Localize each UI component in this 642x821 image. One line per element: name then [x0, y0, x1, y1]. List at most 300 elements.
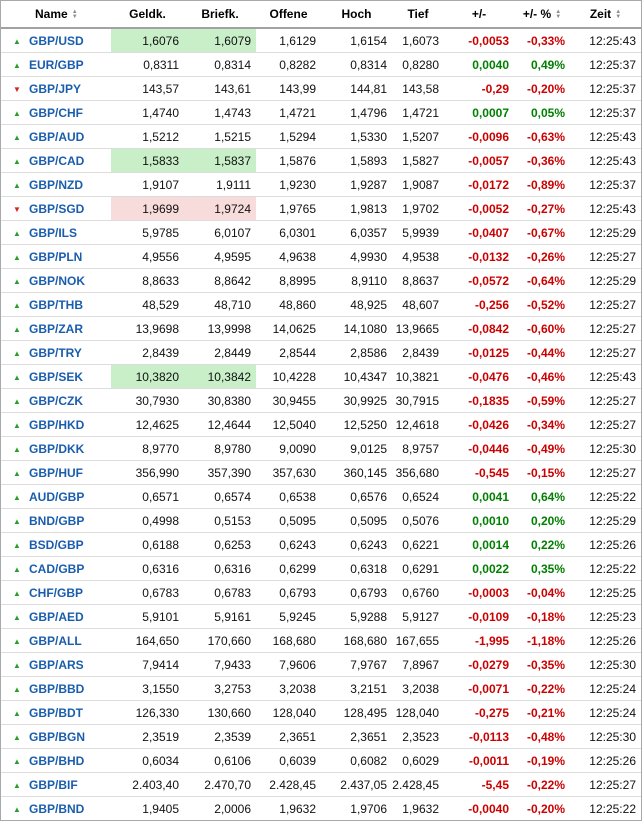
table-row: [1, 557, 641, 581]
ask-cell: 1,4743: [184, 101, 256, 125]
time-cell: 12:25:27: [570, 413, 641, 437]
change-pct-cell: 0,05%: [514, 101, 570, 125]
time-cell: 12:25:27: [570, 293, 641, 317]
low-cell: 8,9757: [392, 437, 444, 461]
open-cell: 7,9606: [256, 653, 321, 677]
table-row: [1, 797, 641, 821]
bid-cell: 356,990: [111, 461, 184, 485]
low-cell: 8,8637: [392, 269, 444, 293]
ask-cell: 0,6783: [184, 581, 256, 605]
high-cell: 2,8586: [321, 341, 392, 365]
change-pct-cell: -0,52%: [514, 293, 570, 317]
pair-link[interactable]: AUD/GBP: [29, 489, 85, 504]
change-cell: -0,0132: [444, 245, 514, 269]
pair-cell: [1, 245, 111, 269]
low-cell: 3,2038: [392, 677, 444, 701]
pair-cell: [1, 28, 111, 53]
change-cell: -0,0096: [444, 125, 514, 149]
ask-cell: 0,6316: [184, 557, 256, 581]
forex-rates-table: [1, 1, 641, 820]
change-cell: -0,0572: [444, 269, 514, 293]
trend-up-icon: ▲: [13, 36, 21, 46]
time-cell: 12:25:26: [570, 629, 641, 653]
change-cell: -0,0011: [444, 749, 514, 773]
pair-link[interactable]: GBP/CAD: [29, 153, 85, 168]
pair-link[interactable]: GBP/PLN: [29, 249, 83, 264]
time-cell: 12:25:27: [570, 389, 641, 413]
bid-cell: 0,6034: [111, 749, 184, 773]
pair-link[interactable]: GBP/TRY: [29, 345, 82, 360]
pair-link[interactable]: GBP/BDT: [29, 705, 83, 720]
open-cell: 12,5040: [256, 413, 321, 437]
bid-cell: 126,330: [111, 701, 184, 725]
pair-cell: [1, 701, 111, 725]
trend-up-icon: ▲: [13, 348, 21, 358]
open-cell: 0,6299: [256, 557, 321, 581]
column-header-change-pct[interactable]: [514, 1, 570, 28]
time-cell: 12:25:43: [570, 149, 641, 173]
bid-cell: 164,650: [111, 629, 184, 653]
open-cell: 1,9230: [256, 173, 321, 197]
high-cell: 0,6793: [321, 581, 392, 605]
column-header-zeit-label: Zeit: [589, 7, 612, 21]
change-cell: -0,0040: [468, 801, 509, 816]
time-cell: 12:25:26: [570, 749, 641, 773]
ask-cell: 0,6106: [184, 749, 256, 773]
time-cell: 12:25:23: [570, 605, 641, 629]
bid-cell: 0,6316: [111, 557, 184, 581]
pair-link[interactable]: GBP/SEK: [29, 369, 84, 384]
change-cell: -0,0113: [444, 725, 514, 749]
bid-cell: 4,9556: [111, 245, 184, 269]
high-cell: 0,6082: [321, 749, 392, 773]
change-pct-cell: 0,20%: [514, 509, 570, 533]
column-header-name[interactable]: [1, 1, 111, 28]
pair-link[interactable]: GBP/THB: [29, 297, 83, 312]
change-pct-cell: -0,26%: [514, 245, 570, 269]
trend-up-icon: ▲: [13, 156, 21, 166]
high-cell: 1,4796: [321, 101, 392, 125]
pair-link[interactable]: GBP/CHF: [29, 105, 83, 120]
column-header-offene: Offene: [256, 1, 321, 28]
change-cell: -0,29: [444, 77, 514, 101]
open-cell: 0,6538: [256, 485, 321, 509]
ask-cell: 0,8314: [184, 53, 256, 77]
time-cell: 12:25:30: [570, 725, 641, 749]
open-cell: 128,040: [256, 701, 321, 725]
change-pct-cell: -0,19%: [514, 749, 570, 773]
ask-cell: 0,6574: [184, 485, 256, 509]
time-cell: 12:25:37: [570, 77, 641, 101]
pair-link[interactable]: GBP/ARS: [29, 657, 84, 672]
ask-cell: 170,660: [184, 629, 256, 653]
table-row: [1, 125, 641, 149]
pair-link[interactable]: GBP/ILS: [29, 225, 78, 240]
column-header-tief: Tief: [392, 1, 444, 28]
table-row: [1, 725, 641, 749]
open-cell: 0,5095: [256, 509, 321, 533]
column-header-name-label: Name: [35, 7, 68, 21]
change-pct-cell: -0,35%: [514, 653, 570, 677]
open-cell: 10,4228: [256, 365, 321, 389]
trend-up-icon: ▲: [13, 732, 21, 742]
pair-link[interactable]: GBP/AED: [29, 609, 84, 624]
time-cell: 12:25:27: [570, 461, 641, 485]
low-cell: 128,040: [392, 701, 444, 725]
table-row: [1, 197, 641, 221]
trend-up-icon: ▲: [13, 588, 21, 598]
pair-link[interactable]: GBP/BIF: [29, 777, 78, 792]
pair-cell: [1, 341, 111, 365]
open-cell: 1,5876: [256, 149, 321, 173]
table-row: [1, 317, 641, 341]
low-cell: 5,9939: [392, 221, 444, 245]
pair-cell: [1, 365, 111, 389]
change-pct-cell: -0,49%: [514, 437, 570, 461]
open-cell: 1,6129: [256, 28, 321, 53]
change-cell: -0,0172: [444, 173, 514, 197]
time-cell: 12:25:43: [570, 28, 641, 53]
bid-cell: 0,6783: [111, 581, 184, 605]
change-cell: -0,0842: [444, 317, 514, 341]
high-cell: 0,5095: [321, 509, 392, 533]
bid-cell: 3,1550: [111, 677, 184, 701]
high-cell: 5,9288: [321, 605, 392, 629]
open-cell: 3,2038: [256, 677, 321, 701]
change-pct-cell: -0,20%: [526, 801, 565, 816]
bid-cell: 2,8439: [111, 341, 184, 365]
open-cell: 8,8995: [256, 269, 321, 293]
table-row: [1, 269, 641, 293]
open-cell: 48,860: [256, 293, 321, 317]
time-cell: 12:25:30: [570, 653, 641, 677]
open-cell: 14,0625: [256, 317, 321, 341]
time-cell: 12:25:43: [570, 365, 641, 389]
sort-icon: ▲ ▼: [555, 8, 562, 20]
change-pct-cell: -0,22%: [514, 677, 570, 701]
table-row: [1, 461, 641, 485]
trend-up-icon: ▲: [13, 660, 21, 670]
time-cell: 12:25:27: [570, 773, 641, 797]
bid-cell: 1,6076: [111, 28, 184, 53]
pair-link[interactable]: GBP/JPY: [29, 81, 82, 96]
time-cell: 12:25:29: [570, 221, 641, 245]
sort-icon: ▲ ▼: [71, 8, 78, 20]
pair-link[interactable]: GBP/HKD: [29, 417, 85, 432]
trend-up-icon: ▲: [13, 420, 21, 430]
change-cell: 0,0041: [444, 485, 514, 509]
high-cell: 10,4347: [321, 365, 392, 389]
bid-cell: 0,6188: [111, 533, 184, 557]
column-header-change: +/-: [444, 1, 514, 28]
table-row: [1, 509, 641, 533]
column-header-geldk: Geldk.: [111, 1, 184, 28]
bid-cell: 0,4998: [111, 509, 184, 533]
change-pct-cell: -0,46%: [514, 365, 570, 389]
time-cell: 12:25:43: [570, 197, 641, 221]
pair-cell: [1, 581, 111, 605]
ask-cell: 2.470,70: [184, 773, 256, 797]
pair-cell: [1, 677, 111, 701]
pair-cell: [1, 509, 111, 533]
pair-link[interactable]: GBP/ALL: [29, 633, 82, 648]
high-cell: 0,6318: [321, 557, 392, 581]
change-cell: 0,0040: [444, 53, 514, 77]
pair-link[interactable]: GBP/BBD: [29, 681, 85, 696]
bid-cell: 1,9107: [111, 173, 184, 197]
change-cell: -0,1835: [444, 389, 514, 413]
low-cell: 0,6760: [392, 581, 444, 605]
high-cell: 1,9287: [321, 173, 392, 197]
pair-cell: [1, 317, 111, 341]
ask-cell: 143,61: [184, 77, 256, 101]
high-cell: 8,9110: [321, 269, 392, 293]
low-cell: 7,8967: [392, 653, 444, 677]
change-cell: -0,0476: [444, 365, 514, 389]
bid-cell: 5,9785: [111, 221, 184, 245]
change-cell: -1,995: [444, 629, 514, 653]
pair-link[interactable]: GBP/BHD: [29, 753, 85, 768]
trend-up-icon: ▲: [13, 324, 21, 334]
pair-link[interactable]: GBP/DKK: [29, 441, 85, 456]
high-cell: 360,145: [321, 461, 392, 485]
change-pct-cell: -0,60%: [514, 317, 570, 341]
table-row: [1, 149, 641, 173]
pair-cell: [1, 197, 111, 221]
ask-cell: 2,8449: [184, 341, 256, 365]
change-cell: -0,0125: [444, 341, 514, 365]
low-cell: 13,9665: [392, 317, 444, 341]
pair-link[interactable]: GBP/NZD: [29, 177, 83, 192]
high-cell: 0,6243: [321, 533, 392, 557]
table-row: [1, 389, 641, 413]
change-pct-cell: -0,89%: [514, 173, 570, 197]
ask-cell: 1,5837: [184, 149, 256, 173]
trend-up-icon: ▲: [13, 708, 21, 718]
pair-cell: [1, 437, 111, 461]
pair-cell: [1, 485, 111, 509]
open-cell: 1,9765: [256, 197, 321, 221]
change-cell: 0,0022: [444, 557, 514, 581]
change-pct-cell: -0,33%: [514, 28, 570, 53]
table-row: [1, 437, 641, 461]
low-cell: 0,6221: [392, 533, 444, 557]
pair-link[interactable]: GBP/ZAR: [29, 321, 83, 336]
column-header-briefk: Briefk.: [184, 1, 256, 28]
pair-cell: [1, 653, 111, 677]
table-row: [1, 773, 641, 797]
high-cell: 12,5250: [321, 413, 392, 437]
open-cell: 2,3651: [256, 725, 321, 749]
pair-link[interactable]: BSD/GBP: [29, 537, 84, 552]
open-cell: 2.428,45: [256, 773, 321, 797]
time-cell: 12:25:37: [570, 173, 641, 197]
time-cell: 12:25:29: [570, 269, 641, 293]
table-row: [1, 749, 641, 773]
change-cell: -0,0003: [444, 581, 514, 605]
open-cell: 0,8282: [256, 53, 321, 77]
pair-cell: [1, 461, 111, 485]
bid-cell: 1,4740: [111, 101, 184, 125]
pair-link[interactable]: EUR/GBP: [29, 57, 84, 72]
high-cell: 1,6154: [321, 28, 392, 53]
pair-cell: [1, 53, 111, 77]
change-pct-cell: -0,59%: [514, 389, 570, 413]
table-row: [1, 533, 641, 557]
change-pct-cell: -0,64%: [514, 269, 570, 293]
open-cell: 143,99: [256, 77, 321, 101]
ask-cell: 6,0107: [184, 221, 256, 245]
low-cell: 2.428,45: [392, 773, 444, 797]
pair-link[interactable]: GBP/HUF: [29, 465, 83, 480]
time-cell: 12:25:22: [570, 557, 641, 581]
pair-cell: [1, 773, 111, 797]
sort-icon: ▲ ▼: [615, 8, 622, 20]
trend-up-icon: ▲: [13, 780, 21, 790]
open-cell: 1,4721: [256, 101, 321, 125]
trend-up-icon: ▲: [13, 132, 21, 142]
pair-link[interactable]: GBP/BND: [29, 801, 85, 816]
change-cell: -5,45: [444, 773, 514, 797]
bid-cell: 0,8311: [111, 53, 184, 77]
table-row: [1, 485, 641, 509]
table-row: [1, 605, 641, 629]
low-cell: 30,7915: [392, 389, 444, 413]
time-cell: 12:25:30: [570, 437, 641, 461]
high-cell: 3,2151: [321, 677, 392, 701]
ask-cell: 30,8380: [184, 389, 256, 413]
ask-cell: 1,9111: [184, 173, 256, 197]
trend-up-icon: ▲: [13, 804, 21, 814]
trend-up-icon: ▲: [13, 492, 21, 502]
bid-cell: 2.403,40: [111, 773, 184, 797]
table-row: [1, 101, 641, 125]
table-row: [1, 221, 641, 245]
bid-cell: 1,5833: [111, 149, 184, 173]
low-cell: 356,680: [392, 461, 444, 485]
pair-link[interactable]: GBP/BGN: [29, 729, 86, 744]
change-cell: -0,256: [444, 293, 514, 317]
low-cell: 1,9702: [392, 197, 444, 221]
change-pct-cell: -0,21%: [514, 701, 570, 725]
high-cell: 1,5330: [321, 125, 392, 149]
change-cell: -0,0407: [444, 221, 514, 245]
time-cell: 12:25:22: [589, 801, 636, 816]
high-cell: 144,81: [321, 77, 392, 101]
time-cell: 12:25:26: [570, 533, 641, 557]
pair-cell: [1, 605, 111, 629]
bid-cell: 1,5212: [111, 125, 184, 149]
change-pct-cell: -0,48%: [514, 725, 570, 749]
high-cell: 6,0357: [321, 221, 392, 245]
bid-cell: 2,3519: [111, 725, 184, 749]
pair-cell: [1, 533, 111, 557]
time-cell: 12:25:27: [570, 317, 641, 341]
trend-up-icon: ▲: [13, 468, 21, 478]
change-cell: -0,0109: [444, 605, 514, 629]
change-cell: 0,0010: [444, 509, 514, 533]
ask-cell: 3,2753: [184, 677, 256, 701]
pair-link[interactable]: CHF/GBP: [29, 585, 83, 600]
table-row: [1, 701, 641, 725]
trend-up-icon: ▲: [13, 252, 21, 262]
ask-cell: 12,4644: [184, 413, 256, 437]
pair-link[interactable]: GBP/CZK: [29, 393, 83, 408]
trend-up-icon: ▲: [13, 516, 21, 526]
ask-cell: 7,9433: [184, 653, 256, 677]
pair-cell: [1, 293, 111, 317]
column-header-hoch: Hoch: [321, 1, 392, 28]
trend-up-icon: ▲: [13, 180, 21, 190]
bid-cell: 5,9101: [111, 605, 184, 629]
high-cell: 9,0125: [321, 437, 392, 461]
table-row: [1, 365, 641, 389]
high-cell: 2,3651: [321, 725, 392, 749]
time-cell: 12:25:29: [570, 509, 641, 533]
header-row: [1, 1, 641, 28]
pair-link[interactable]: GBP/SGD: [29, 201, 85, 216]
time-cell: 12:25:25: [570, 581, 641, 605]
ask-cell: 130,660: [184, 701, 256, 725]
time-cell: 12:25:24: [570, 677, 641, 701]
low-cell: 12,4618: [392, 413, 444, 437]
open-cell: 30,9455: [256, 389, 321, 413]
trend-up-icon: ▲: [13, 228, 21, 238]
pair-cell: [1, 557, 111, 581]
low-cell: 1,6073: [392, 28, 444, 53]
trend-down-icon: ▼: [13, 84, 21, 94]
pair-cell: [1, 797, 111, 821]
pair-cell: [1, 389, 111, 413]
pair-link[interactable]: GBP/AUD: [29, 129, 85, 144]
table-row: [1, 341, 641, 365]
pair-cell: [1, 725, 111, 749]
low-cell: 10,3821: [392, 365, 444, 389]
table-row: [1, 173, 641, 197]
ask-cell: 357,390: [184, 461, 256, 485]
pair-cell: [1, 77, 111, 101]
trend-up-icon: ▲: [13, 372, 21, 382]
table-row: [1, 581, 641, 605]
bid-cell: 8,9770: [111, 437, 184, 461]
change-cell: -0,0057: [444, 149, 514, 173]
time-cell: 12:25:22: [570, 485, 641, 509]
table-row: [1, 677, 641, 701]
change-cell: -0,0426: [444, 413, 514, 437]
pair-link[interactable]: BND/GBP: [29, 513, 85, 528]
change-pct-cell: -0,36%: [514, 149, 570, 173]
high-cell: 2.437,05: [321, 773, 392, 797]
column-header-zeit[interactable]: [570, 1, 641, 28]
low-cell: 0,6029: [392, 749, 444, 773]
low-cell: 1,5827: [392, 149, 444, 173]
high-cell: 14,1080: [321, 317, 392, 341]
pair-link[interactable]: GBP/NOK: [29, 273, 86, 288]
pair-link[interactable]: CAD/GBP: [29, 561, 85, 576]
bid-cell: 143,57: [111, 77, 184, 101]
pair-link[interactable]: GBP/USD: [29, 33, 84, 48]
open-cell: 0,6243: [256, 533, 321, 557]
open-cell: 0,6793: [256, 581, 321, 605]
bid-cell: 1,9699: [111, 197, 184, 221]
low-cell: 0,6524: [392, 485, 444, 509]
high-cell: 0,8314: [321, 53, 392, 77]
change-pct-cell: -0,22%: [514, 773, 570, 797]
low-cell: 2,8439: [392, 341, 444, 365]
bid-cell: 48,529: [111, 293, 184, 317]
trend-up-icon: ▲: [13, 564, 21, 574]
low-cell: 0,6291: [392, 557, 444, 581]
